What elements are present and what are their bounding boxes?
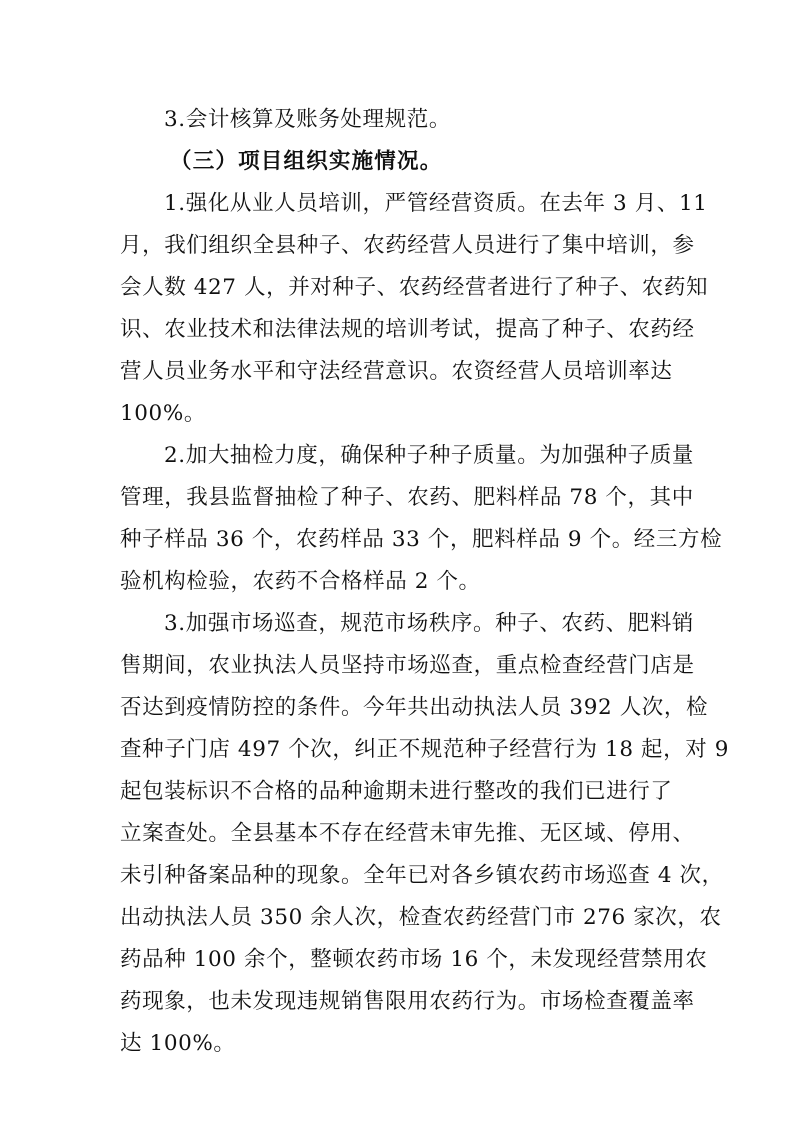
paragraph-line: 否达到疫情防控的条件。今年共出动执法人员 392 人次，检 [120, 695, 709, 720]
paragraph-line: 3.会计核算及账务处理规范。 [164, 107, 451, 132]
paragraph-line: 验机构检验，农药不合格样品 2 个。 [120, 569, 481, 594]
paragraph-line: 起包装标识不合格的品种逾期未进行整改的我们已进行了 [120, 779, 673, 804]
paragraph-line: 出动执法人员 350 余人次，检查农药经营门市 276 家次，农 [120, 905, 722, 930]
paragraph-line: 1.强化从业人员培训，严管经营资质。在去年 3 月、11 [164, 191, 708, 216]
paragraph-line: 营人员业务水平和守法经营意识。农资经营人员培训率达 [120, 359, 673, 384]
paragraph-line: 售期间，农业执法人员坚持市场巡查，重点检查经营门店是 [120, 653, 695, 678]
paragraph-line: 月，我们组织全县种子、农药经营人员进行了集中培训，参 [120, 233, 695, 258]
paragraph-line: 立案查处。全县基本不存在经营未审先推、无区域、停用、 [120, 821, 695, 846]
paragraph-line: 100%。 [120, 401, 206, 426]
paragraph-line: 会人数 427 人，并对种子、农药经营者进行了种子、农药知 [120, 275, 709, 300]
paragraph-line: 管理，我县监督抽检了种子、农药、肥料样品 78 个，其中 [120, 485, 694, 510]
section-heading: （三）项目组织实施情况。 [170, 149, 443, 174]
paragraph-line: 达 100%。 [120, 1031, 236, 1056]
paragraph-line: 识、农业技术和法律法规的培训考试，提高了种子、农药经 [120, 317, 695, 342]
paragraph-line: 种子样品 36 个，农药样品 33 个，肥料样品 9 个。经三方检 [120, 527, 723, 552]
paragraph-line: 药现象，也未发现违规销售限用农药行为。市场检查覆盖率 [120, 989, 695, 1014]
paragraph-line: 2.加大抽检力度，确保种子种子质量。为加强种子质量 [164, 443, 695, 468]
paragraph-line: 药品种 100 余个，整顿农药市场 16 个，未发现经营禁用农 [120, 947, 708, 972]
paragraph-line: 查种子门店 497 个次，纠正不规范种子经营行为 18 起，对 9 [120, 737, 730, 762]
paragraph-line: 3.加强市场巡查，规范市场秩序。种子、农药、肥料销 [164, 611, 695, 636]
paragraph-line: 未引种备案品种的现象。全年已对各乡镇农药市场巡查 4 次， [120, 863, 724, 888]
